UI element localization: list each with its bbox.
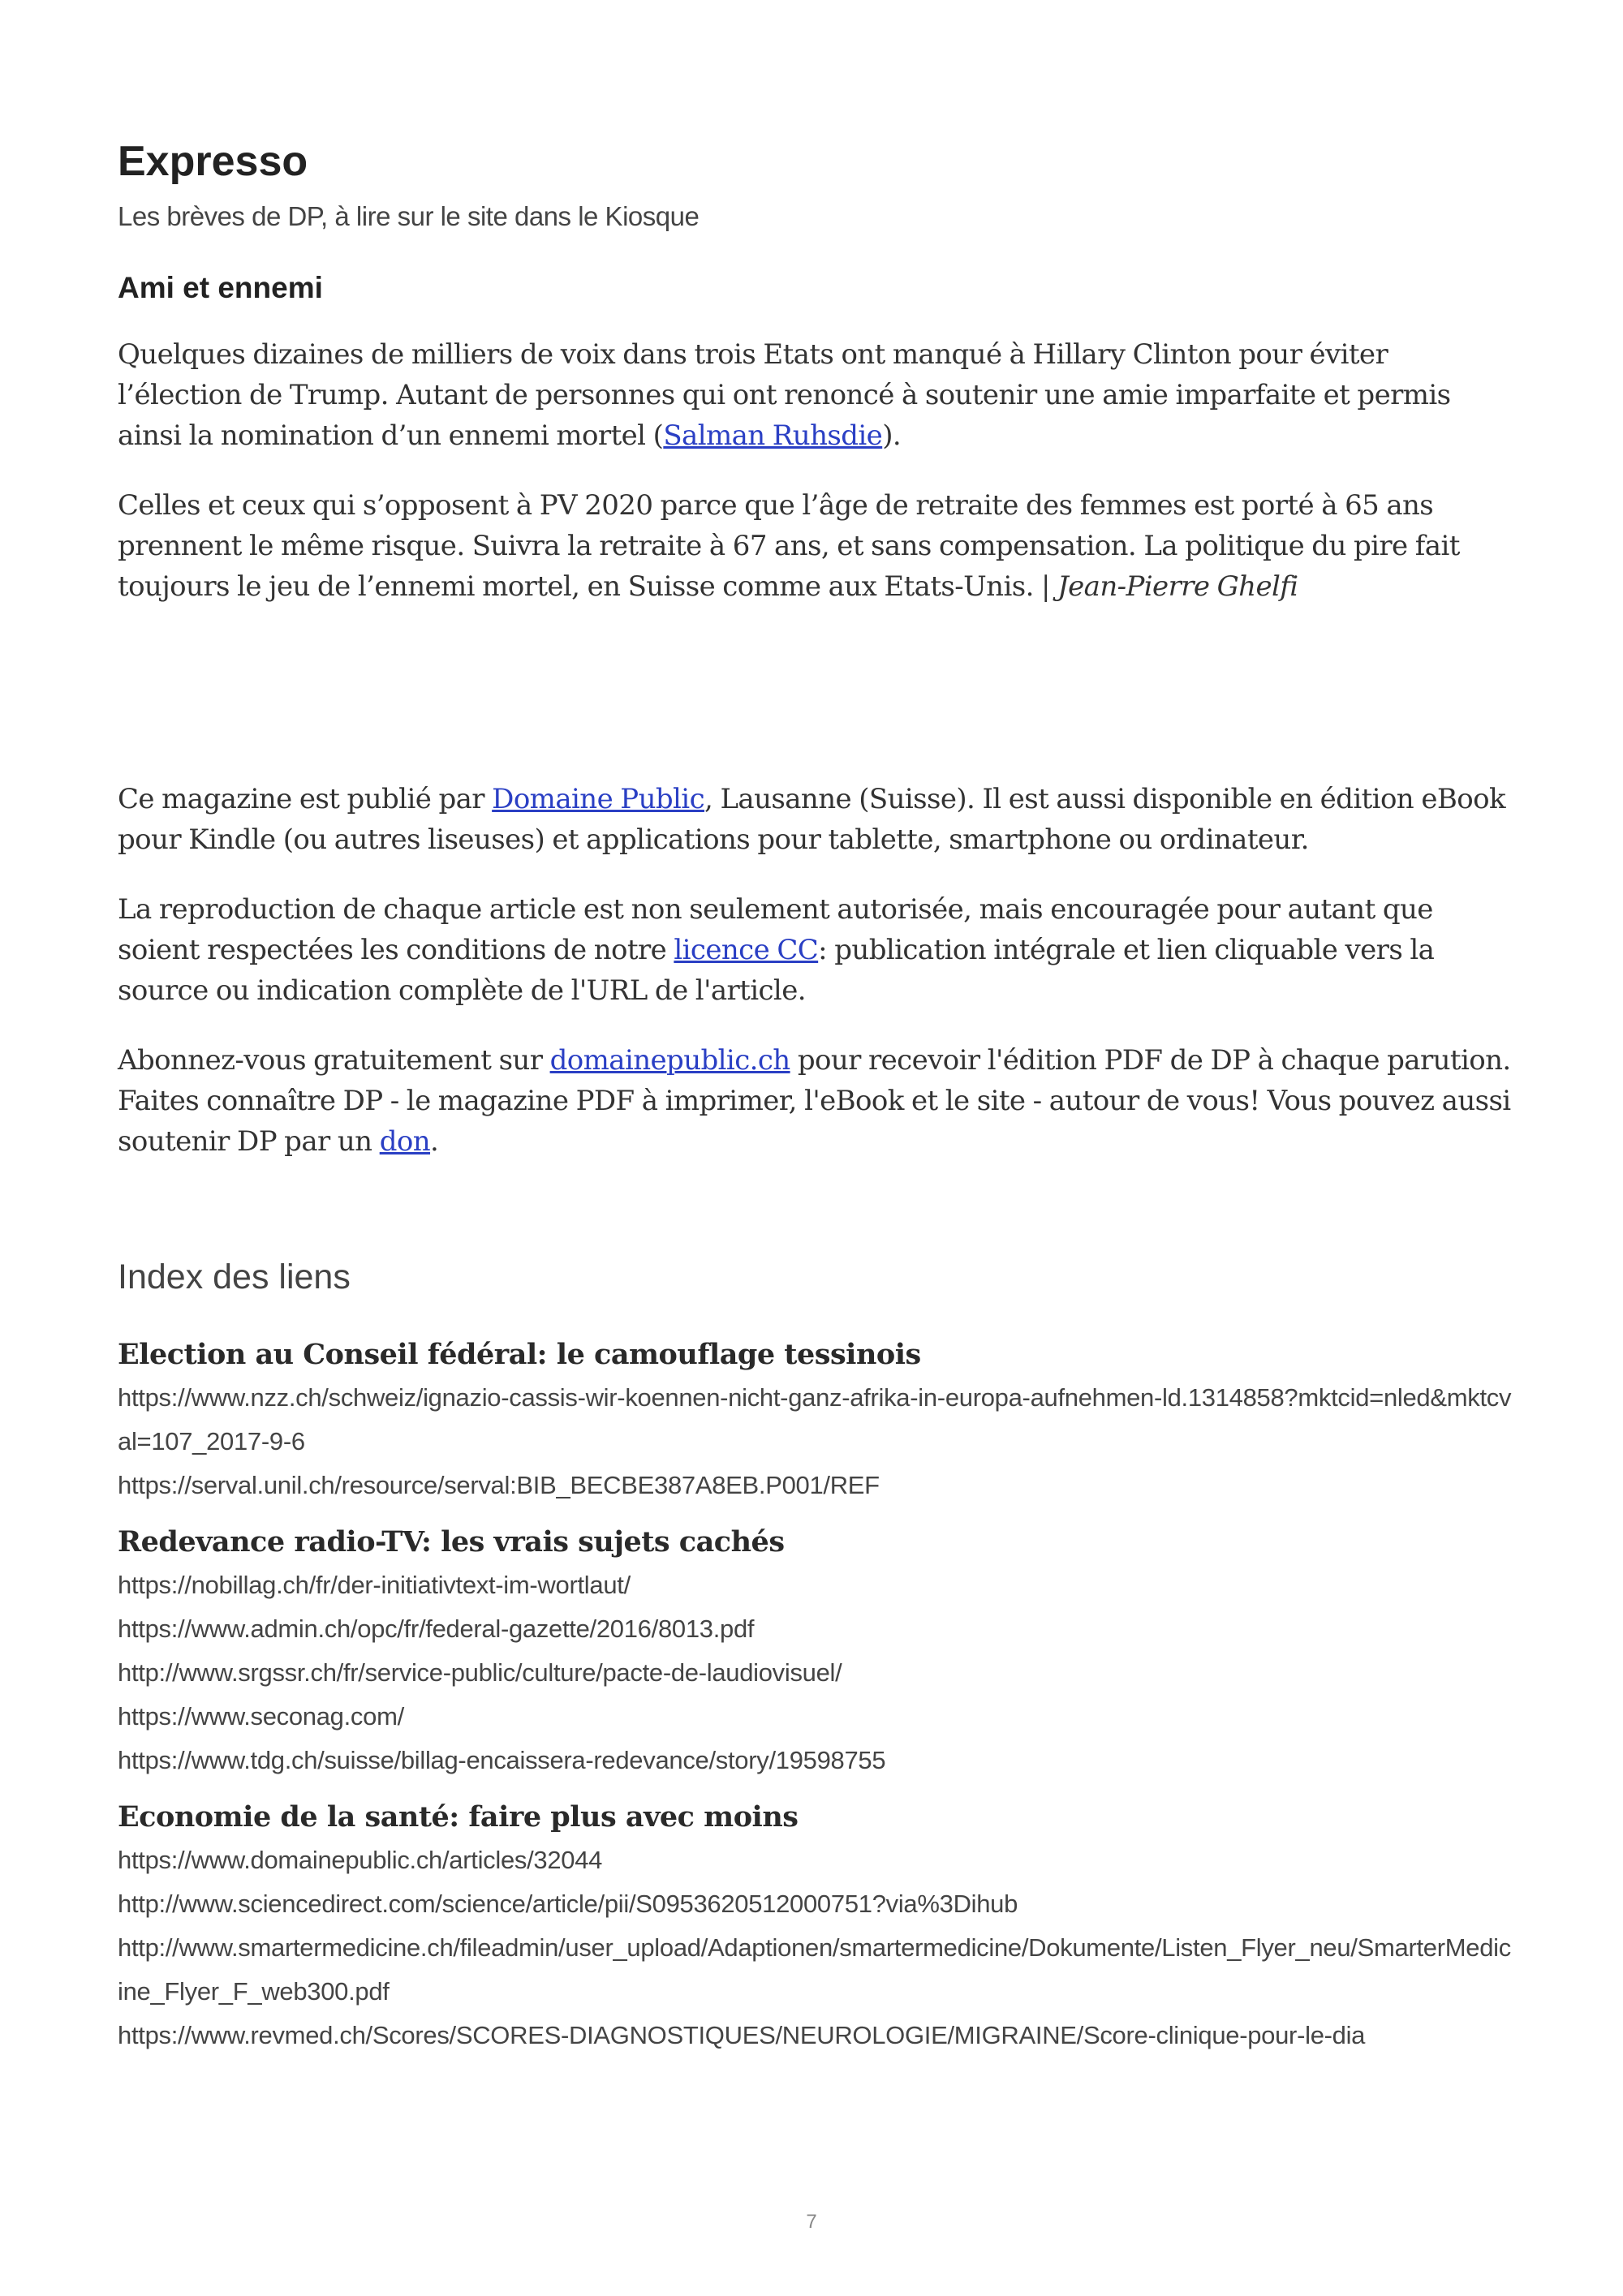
licence-cc-link[interactable]: licence CC	[674, 934, 819, 967]
domaine-public-link[interactable]: Domaine Public	[492, 783, 705, 816]
index-group-heading: Economie de la santé: faire plus avec moins	[118, 1800, 799, 1834]
index-url[interactable]: https://www.tdg.ch/suisse/billag-encaissera-redevance/story/19598755	[118, 1746, 886, 1775]
page-number: 7	[806, 2211, 817, 2233]
paragraph-text: , Lausanne (Suisse). Il est aussi disponible en édition eBook pour Kindle (ou autres liseuses) et applications pour tablette, smartphone ou ordinateur.	[118, 783, 1505, 857]
paragraph-text: Ce magazine est publié par	[118, 783, 493, 816]
paragraph-text: : publication intégrale et lien cliquable vers la source ou indication complète de l'URL de l'article.	[118, 934, 1435, 1008]
index-group-redevance	[118, 1525, 1513, 1782]
donation-link[interactable]: don	[379, 1125, 431, 1159]
index-url[interactable]: https://www.revmed.ch/Scores/SCORES-DIAGNOSTIQUES/NEUROLOGIE/MIGRAINE/Score-clinique-pour-le-dia	[118, 2021, 1366, 2050]
index-url[interactable]: https://nobillag.ch/fr/der-initiativtext-im-wortlaut/	[118, 1571, 631, 1600]
index-group-conseil-federal	[118, 1338, 1513, 1507]
paragraph-text: Abonnez-vous gratuitement sur	[118, 1044, 550, 1077]
paragraph-text: La reproduction de chaque article est non seulement autorisée, mais encouragée pour autant que soient respectées les conditions de notre	[118, 893, 1433, 967]
paragraph-text: ).	[882, 419, 902, 453]
article-paragraph-2	[118, 485, 1513, 607]
publisher-info	[118, 779, 1513, 1162]
subscribe-paragraph	[118, 1040, 1513, 1162]
index-url[interactable]: https://www.seconag.com/	[118, 1702, 404, 1731]
publisher-paragraph	[118, 779, 1513, 860]
index-url[interactable]: http://www.smartermedicine.ch/fileadmin/user_upload/Adaptionen/smartermedicine/Dokumente/Listen_Flyer_neu/SmarterMedicine_Flyer_F_web300.pdf	[118, 1933, 1511, 2006]
salman-rushdie-link[interactable]: Salman Ruhsdie	[663, 419, 883, 453]
index-url[interactable]: http://www.srgssr.ch/fr/service-public/culture/pacte-de-laudiovisuel/	[118, 1658, 842, 1688]
index-url[interactable]: https://www.admin.ch/opc/fr/federal-gazette/2016/8013.pdf	[118, 1615, 755, 1644]
section-title: Expresso	[118, 138, 308, 185]
index-group-heading: Election au Conseil fédéral: le camouflage tessinois	[118, 1338, 921, 1372]
article-title: Ami et ennemi	[118, 271, 323, 305]
article-paragraph-1	[118, 334, 1513, 456]
index-url[interactable]: https://www.domainepublic.ch/articles/32044	[118, 1846, 603, 1875]
paragraph-text: Celles et ceux qui s’opposent à PV 2020 parce que l’âge de retraite des femmes est porté à 65 ans prennent le même risque. Suivra la retraite à 67 ans, et sans compensation. La politique du pire fait toujours le jeu de l’ennemi mortel, en Suisse comme aux Etats-Unis. |	[118, 489, 1460, 604]
paragraph-text: Quelques dizaines de milliers de voix dans trois Etats ont manqué à Hillary Clinton pour éviter l’élection de Trump. Autant de personnes qui ont renoncé à soutenir une amie imparfaite et permis ainsi la nomination d’un ennemi mortel (	[118, 338, 1451, 453]
article-author: Jean-Pierre Ghelfi	[1057, 570, 1298, 604]
index-url[interactable]: http://www.sciencedirect.com/science/article/pii/S0953620512000751?via%3Dihub	[118, 1890, 1018, 1919]
paragraph-text: pour recevoir l'édition PDF de DP à chaque parution. Faites connaître DP - le magazine PDF à imprimer, l'eBook et le site - autour de vous! Vous pouvez aussi soutenir DP par un	[118, 1044, 1511, 1159]
domainepublic-link[interactable]: domainepublic.ch	[549, 1044, 790, 1077]
index-url[interactable]: https://www.nzz.ch/schweiz/ignazio-cassis-wir-koennen-nicht-ganz-afrika-in-europa-aufnehmen-ld.1314858?mktcid=nled&mktcval=107_2017-9-6	[118, 1383, 1512, 1456]
license-paragraph	[118, 889, 1513, 1011]
index-url[interactable]: https://serval.unil.ch/resource/serval:BIB_BECBE387A8EB.P001/REF	[118, 1471, 880, 1500]
page-content	[118, 122, 1513, 2057]
index-title: Index des liens	[118, 1258, 351, 1297]
section-subtitle: Les brèves de DP, à lire sur le site dans le Kiosque	[118, 201, 700, 232]
paragraph-text: .	[430, 1125, 439, 1159]
index-group-heading: Redevance radio-TV: les vrais sujets cachés	[118, 1525, 785, 1559]
index-group-sante	[118, 1800, 1513, 2057]
